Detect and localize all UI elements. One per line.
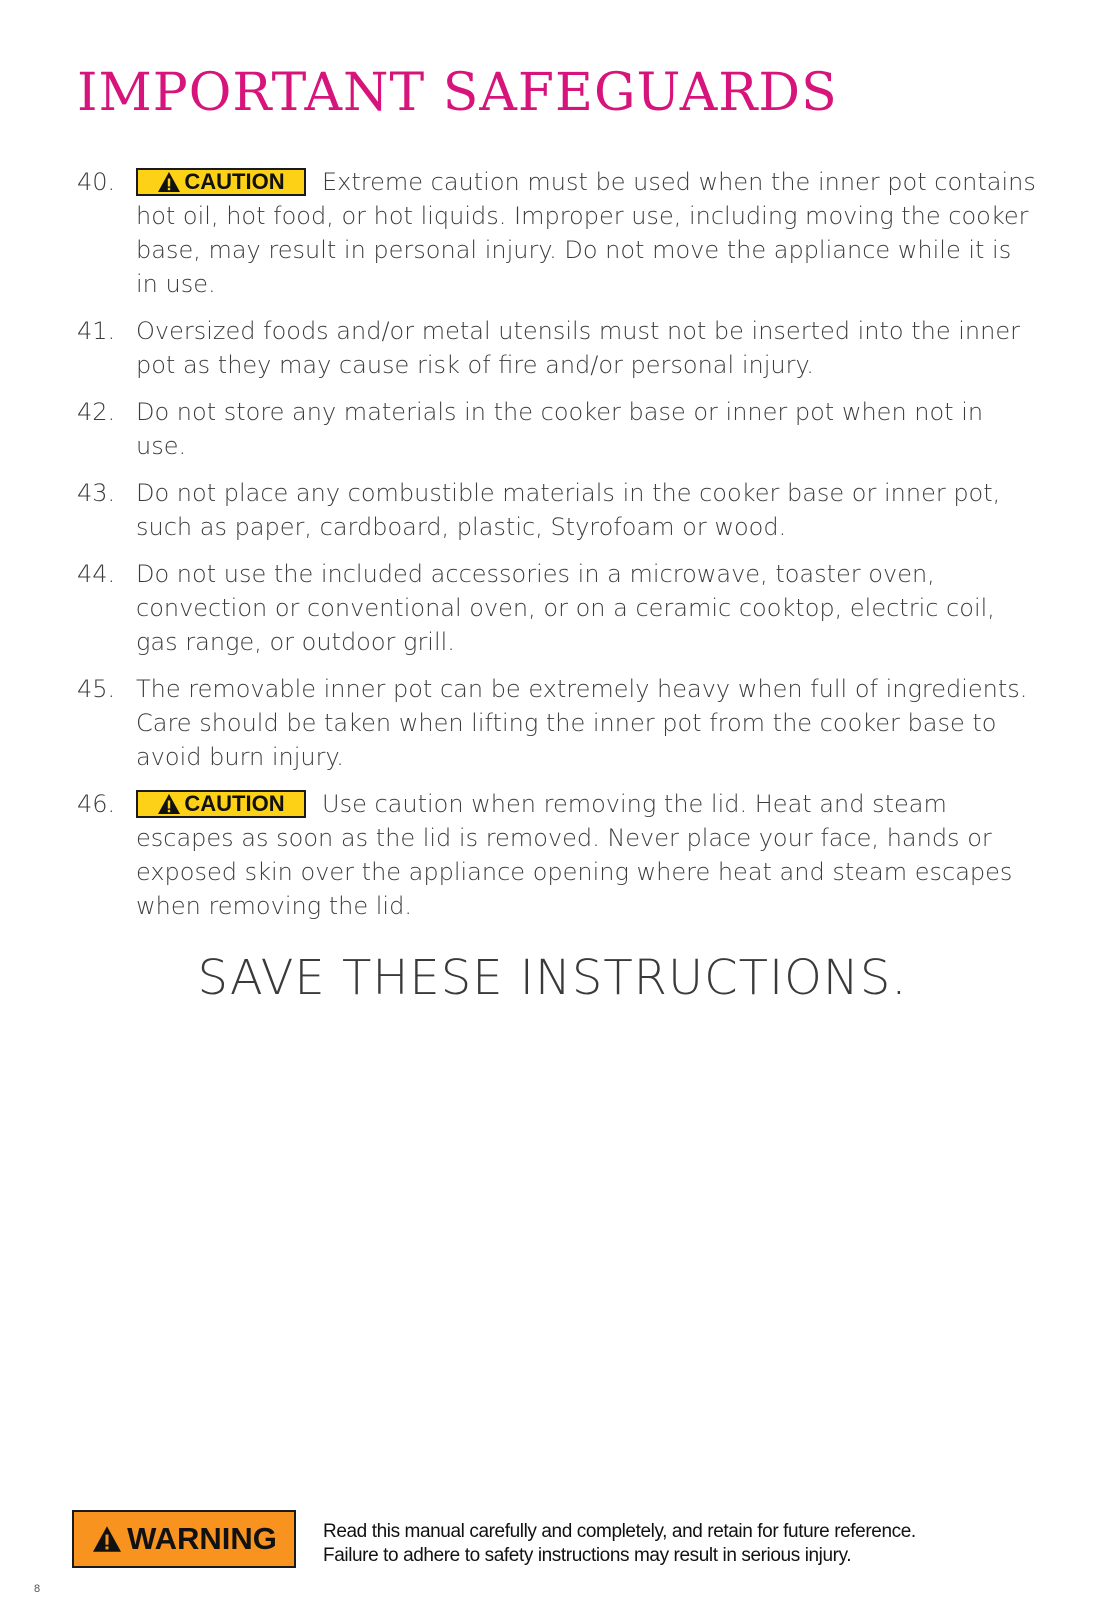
list-item	[77, 314, 1037, 382]
warning-triangle-icon	[91, 1525, 123, 1553]
item-number: 43.	[77, 479, 116, 507]
warning-label: WARNING	[127, 1521, 277, 1556]
list-item	[77, 165, 1037, 301]
page-title: IMPORTANT SAFEGUARDS	[77, 63, 838, 123]
item-text: Do not place any combustible materials in the cooker base or inner pot, such as paper, cardboard, plastic, Styrofoam or wood.	[136, 479, 1001, 541]
list-item	[77, 787, 1037, 923]
caution-badge	[136, 790, 306, 818]
item-text: Oversized foods and/or metal utensils must not be inserted into the inner pot as they may cause risk of fire and/or personal injury.	[136, 317, 1020, 379]
item-number: 44.	[77, 560, 116, 588]
item-text	[136, 787, 1037, 923]
item-number: 40.	[77, 168, 116, 196]
caution-label: CAUTION	[184, 791, 285, 816]
item-number: 41.	[77, 317, 116, 345]
list-item	[77, 672, 1037, 774]
item-text: The removable inner pot can be extremely heavy when full of ingredients. Care should be taken when lifting the inner pot from the cooker base to avoid burn injury.	[136, 675, 1028, 771]
warning-triangle-icon	[157, 171, 181, 193]
item-text	[136, 165, 1037, 301]
warning-badge	[72, 1510, 296, 1568]
caution-label: CAUTION	[184, 169, 285, 194]
list-item	[77, 557, 1037, 659]
item-number: 42.	[77, 398, 116, 426]
item-number: 46.	[77, 790, 116, 818]
item-text: Do not store any materials in the cooker base or inner pot when not in use.	[136, 398, 984, 460]
safeguards-list	[77, 165, 1037, 936]
item-body: Use caution when removing the lid. Heat and steam escapes as soon as the lid is removed. Never place your face, hands or exposed skin over the appliance opening where heat and steam escapes when removing the lid.	[136, 790, 1013, 920]
footer-line-1: Read this manual carefully and completely, and retain for future reference.	[323, 1521, 916, 1542]
item-body: Extreme caution must be used when the inner pot contains hot oil, hot food, or hot liquids. Improper use, including moving the cooker base, may result in personal injury. Do not move the appliance while it is in use.	[136, 168, 1036, 298]
list-item	[77, 395, 1037, 463]
item-text: Do not use the included accessories in a microwave, toaster oven, convection or conventional oven, or on a ceramic cooktop, electric coil, gas range, or outdoor grill.	[136, 560, 995, 656]
warning-triangle-icon	[157, 793, 181, 815]
save-instructions-heading: SAVE THESE INSTRUCTIONS.	[197, 950, 908, 1006]
footer-line-2: Failure to adhere to safety instructions may result in serious injury.	[323, 1545, 852, 1566]
caution-badge	[136, 168, 306, 196]
footer-note	[323, 1520, 916, 1568]
page-number: 8	[34, 1583, 41, 1595]
list-item	[77, 476, 1037, 544]
item-number: 45.	[77, 675, 116, 703]
